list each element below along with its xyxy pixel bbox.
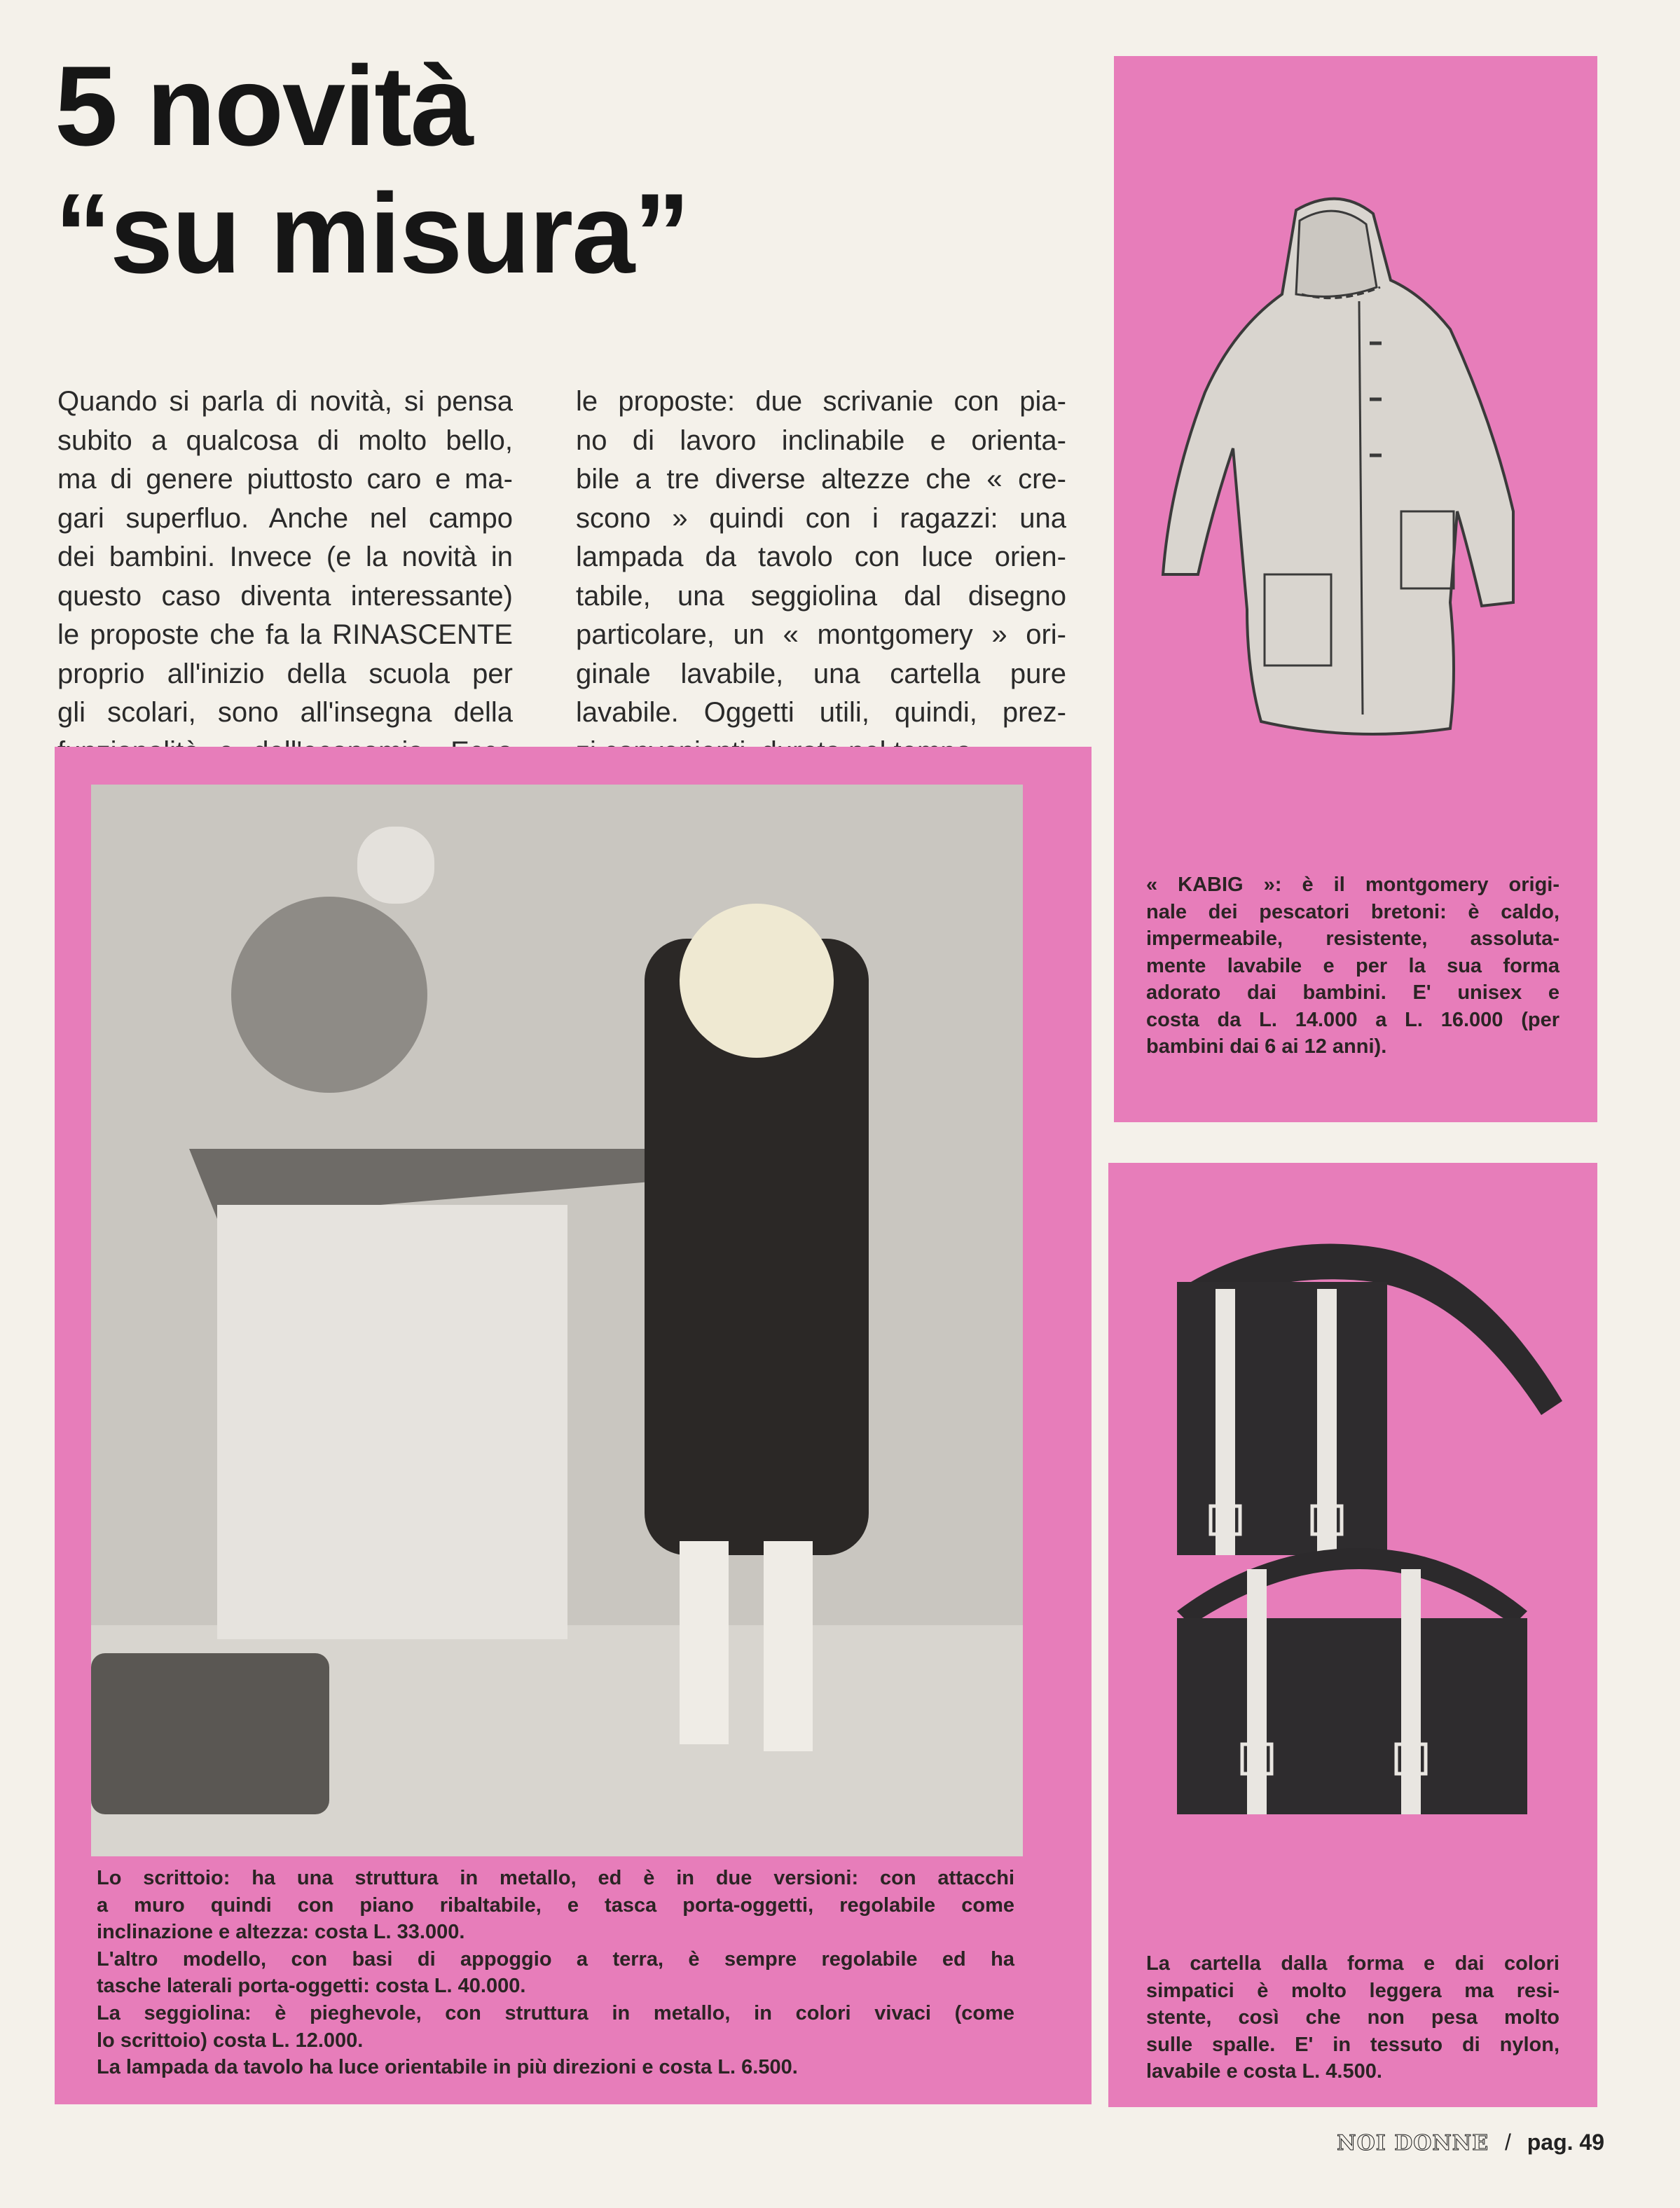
intro-line: ginale lavabile, una cartella pure (576, 658, 1066, 689)
intro-line: dei bambini. Invece (e la novità in (57, 541, 513, 572)
intro-line: no di lavoro inclinabile e orienta- (576, 425, 1066, 456)
intro-line: lavabile. Oggetti utili, quindi, prez- (576, 697, 1066, 728)
intro-line: le proposte che fa la RINASCENTE (57, 619, 513, 650)
bag-illustration (1149, 1219, 1569, 1849)
page-number: pag. 49 (1527, 2130, 1604, 2155)
caption-line: mente lavabile e per la sua forma (1146, 954, 1559, 977)
caption-line: « KABIG »: è il montgomery origi- (1146, 874, 1559, 896)
caption-line: nale dei pescatori bretoni: è caldo, (1146, 900, 1559, 923)
intro-line: subito a qualcosa di molto bello, (57, 425, 513, 456)
caption-line: lavabile e costa L. 4.500. (1146, 2060, 1382, 2083)
caption-line: a muro quindi con piano ribaltabile, e tasca porta-oggetti, regolabile come (97, 1893, 1014, 1917)
caption-line: L'altro modello, con basi di appoggio a terra, è sempre regolabile ed ha (97, 1947, 1014, 1971)
desk-photo (91, 785, 1023, 1856)
coat-caption (1146, 871, 1559, 1061)
intro-line: bile a tre diverse altezze che « cre- (576, 464, 1066, 495)
caption-line: adorato dai bambini. E' unisex e (1146, 981, 1559, 1004)
intro-line: ma di genere piuttosto caro e ma- (57, 464, 513, 495)
caption-line: inclinazione e altezza: costa L. 33.000. (97, 1921, 465, 1944)
coat-icon (1121, 182, 1583, 771)
intro-line: questo caso diventa interessante) (57, 580, 513, 612)
page-title (55, 43, 689, 297)
caption-line: sulle spalle. E' in tessuto di nylon, (1146, 2033, 1559, 2056)
caption-line: bambini dai 6 ai 12 anni). (1146, 1035, 1387, 1058)
intro-line: scono » quindi con i ragazzi: una (576, 502, 1066, 534)
desk-caption (97, 1865, 1014, 2081)
caption-line: Lo scrittoio: ha una struttura in metallo, ed è in due versioni: con attacchi (97, 1867, 1014, 1889)
caption-line: simpatici è molto leggera ma resi- (1146, 1979, 1559, 2002)
magazine-logo: NOI DONNE (1337, 2131, 1489, 2155)
caption-line: La cartella dalla forma e dai colori (1146, 1952, 1559, 1975)
page-footer (1337, 2130, 1604, 2155)
bag-caption (1146, 1950, 1559, 2085)
coat-illustration (1121, 182, 1583, 771)
caption-line: costa da L. 14.000 a L. 16.000 (per (1146, 1008, 1559, 1031)
intro-line: proprio all'inizio della scuola per (57, 658, 513, 689)
caption-line: lo scrittoio) costa L. 12.000. (97, 2029, 364, 2052)
intro-column-2 (576, 382, 1066, 771)
intro-column-1 (57, 382, 513, 771)
caption-line: La seggiolina: è pieghevole, con struttura in metallo, in colori vivaci (come (97, 2001, 1014, 2024)
title-line-1: 5 novità (55, 43, 473, 170)
bag-icon (1149, 1219, 1569, 1849)
photo-icon (91, 785, 1023, 1856)
intro-line: Quando si parla di novità, si pensa (57, 386, 513, 417)
intro-line: tabile, una seggiolina dal disegno (576, 580, 1066, 612)
intro-line: lampada da tavolo con luce orien- (576, 541, 1066, 572)
title-line-2: “su misura” (55, 170, 689, 297)
footer-separator: / (1504, 2130, 1511, 2155)
intro-line: le proposte: due scrivanie con pia- (576, 386, 1066, 417)
caption-line: La lampada da tavolo ha luce orientabile in più direzioni e costa L. 6.500. (97, 2056, 798, 2079)
intro-line: particolare, un « montgomery » ori- (576, 619, 1066, 650)
caption-line: impermeabile, resistente, assoluta- (1146, 927, 1559, 950)
caption-line: stente, così che non pesa molto (1146, 2006, 1559, 2029)
caption-line: tasche laterali porta-oggetti: costa L. 40.000. (97, 1975, 526, 1998)
intro-line: gli scolari, sono all'insegna della (57, 697, 513, 728)
intro-line: gari superfluo. Anche nel campo (57, 502, 513, 534)
